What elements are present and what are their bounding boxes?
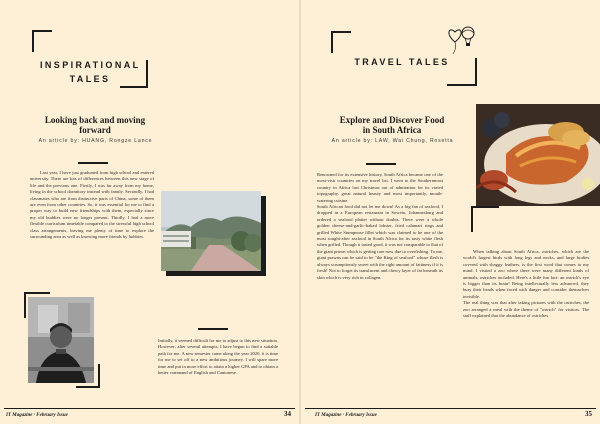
divider-rule <box>198 328 228 330</box>
magazine-footer: IT Magazine · February Issue <box>315 413 377 418</box>
section-title-line: INSPIRATIONAL <box>40 60 141 70</box>
right-page <box>301 0 600 424</box>
page-gutter <box>299 0 301 424</box>
section-title-line: TALES <box>69 74 111 84</box>
headline-line: Explore and Discover Food <box>339 115 445 125</box>
article-headline <box>20 115 170 135</box>
article-byline: An article by: HUANG, Rongze Lance <box>38 138 153 144</box>
article-body-column-2: Initially, it seemed difficult for me to adjust to this new situation. However, after several attempts, I have begun to find a suitable path for me. A new semester came along the year 2020, it is time for me to set off to a new ambitious journey. I will spare more time and put in more effort to attain a higher GPA and to obtain a better command of English and Cantonese. <box>158 338 278 376</box>
page-number: 35 <box>585 410 592 418</box>
divider-rule <box>366 163 396 165</box>
article-body-column-2: When talking about South Africa, ostriches, which are the world's largest birds with long legs and necks, and large bodies covered with shaggy feathers, is the first word that comes to my mind. I visited a zoo where there were many different kinds of animals, ostriches included. Here's a little fun fact: an ostrich's eye is bigger than its brain! Being intellectually less advanced, they bury their heads when faced with danger and consider themselves invisible. The real thing was that after taking pictures with the ostriches, the zoo arranged a meal with the theme of "ostrich" for visitors. The staff explained that the abundance of ostriches <box>463 249 589 319</box>
headline-line: in South Africa <box>362 125 422 135</box>
section-title <box>40 58 140 86</box>
page-number: 34 <box>284 410 291 418</box>
campus-photo <box>161 191 261 271</box>
divider-rule <box>471 206 499 208</box>
article-byline: An article by: LAW, Wai Chung, Rosetta <box>331 138 454 144</box>
divider-rule <box>78 162 108 164</box>
seafood-photo <box>476 104 600 206</box>
left-page <box>0 0 299 424</box>
corner-bracket <box>32 30 52 52</box>
section-title: TRAVEL TALES <box>354 57 450 67</box>
magazine-footer: IT Magazine · February Issue <box>6 413 68 418</box>
corner-bracket <box>76 364 100 388</box>
heart-balloon-icon <box>443 24 477 56</box>
headline-line: Looking back and moving <box>44 115 146 125</box>
corner-bracket <box>471 206 473 232</box>
article-headline <box>307 115 477 135</box>
article-body-column-1: Renowned for its extensive history, South Africa became one of the most-visit countries on my travel list. I went to the Southernmost country in Africa last Christmas out of admiration for its varied topography, great natural beauty and most importantly, mouth-watering cuisine. South African food did not let me down! As a big fan of seafood, I dropped in a European restaurant in Soweto, Johannesburg and ordered a seafood platter without doubts. There were a whole golden cheese-and-garlic-baked lobster, fried calamari rings and grilled White Stumpnose fillet which was claimed to be one of the most sought-after seafood in South Africa for its tasty white flesh when grilled. Though it tasted good, it was not comparable to that of the giant prawn which is getting rare now due to overfishing. To me, giant prawns can be said to be "the King of seafood" whose flesh is always scrumptiously sweet with the right amount of fattiness if it is fresh! Not to forget its translucent and chewy layer of fat beneath its skin which is very rich in collagen. <box>317 172 443 280</box>
footer-line <box>4 408 295 409</box>
headline-line: forward <box>79 125 111 135</box>
corner-bracket <box>331 31 351 53</box>
article-body-column-1: Last year, I have just graduated from high school and entered university. There are lots of differences between this new stage of life and the previous one. Firstly, I was far away from my home, living in the school dormitory instead with family. Secondly, I had classmates who are from distinctive parts of China, some of them are even from other countries. So, it was essential for me to find a proper way to build new friendships with them, especially since my old buddies were no longer present. Thirdly, I had a more flexible curriculum timetable compared to the stressful high school class arrangements, leaving me plenty of time to explore the surrounding area as well as knowing more friends by hobbies. <box>30 170 154 240</box>
footer-line <box>305 408 596 409</box>
